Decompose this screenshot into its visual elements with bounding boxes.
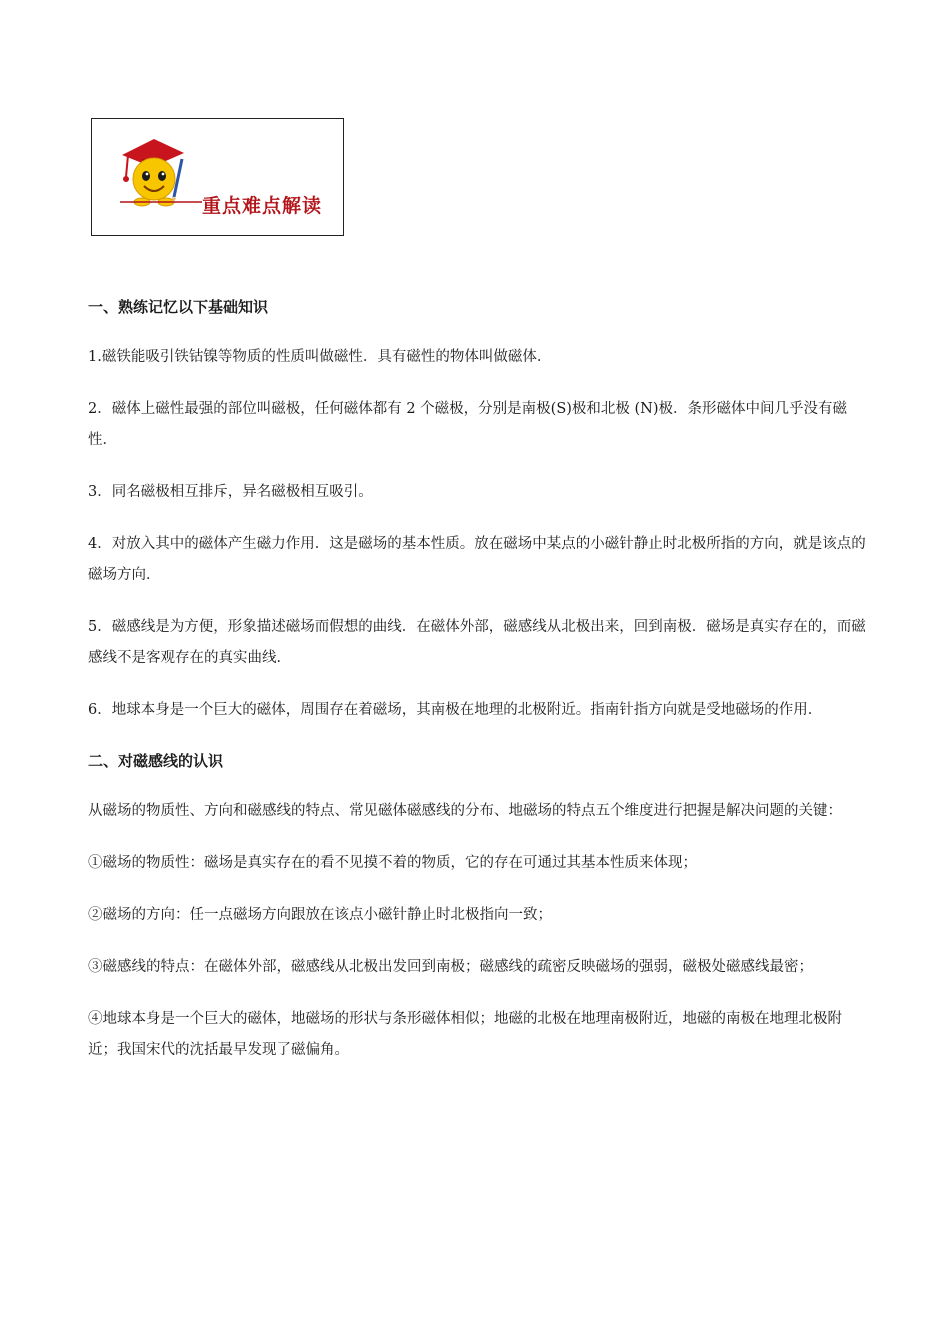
- paragraph: 5．磁感线是为方便，形象描述磁场而假想的曲线．在磁体外部，磁感线从北极出来，回到南极．磁场是真实存在的，而磁感线不是客观存在的真实曲线．: [88, 619, 866, 666]
- paragraph: ①磁场的物质性：磁场是真实存在的看不见摸不着的物质，它的存在可通过其基本性质来体现；: [88, 855, 697, 871]
- banner-title: 重点难点解读: [202, 195, 323, 217]
- paragraph: 2．磁体上磁性最强的部位叫磁极，任何磁体都有 2 个磁极，分别是南极(S)极和北极 (N)极．条形磁体中间几乎没有磁性．: [88, 401, 848, 448]
- paragraph: ③磁感线的特点：在磁体外部，磁感线从北极出发回到南极；磁感线的疏密反映磁场的强弱，磁极处磁感线最密；: [88, 959, 813, 975]
- document-body: [88, 293, 868, 1066]
- banner-artwork: [92, 119, 345, 237]
- paragraph: ④地球本身是一个巨大的磁体，地磁场的形状与条形磁体相似；地磁的北极在地理南极附近，地磁的南极在地理北极附近；我国宋代的沈括最早发现了磁偏角。: [88, 1011, 842, 1058]
- section-heading: 一、熟练记忆以下基础知识: [88, 298, 269, 316]
- smiley-face-icon: [133, 158, 175, 206]
- section-heading: 二、对磁感线的认识: [88, 752, 224, 770]
- paragraph: ②磁场的方向：任一点磁场方向跟放在该点小磁针静止时北极指向一致；: [88, 907, 552, 923]
- paragraph: 4．对放入其中的磁体产生磁力作用．这是磁场的基本性质。放在磁场中某点的小磁针静止时北极所指的方向，就是该点的磁场方向．: [88, 536, 866, 583]
- key-points-banner: [91, 118, 344, 236]
- paragraph: 从磁场的物质性、方向和磁感线的特点、常见磁体磁感线的分布、地磁场的特点五个维度进行把握是解决问题的关键：: [88, 803, 842, 819]
- paragraph: 6．地球本身是一个巨大的磁体，周围存在着磁场，其南极在地理的北极附近。指南针指方向就是受地磁场的作用．: [88, 702, 823, 718]
- paragraph: 3．同名磁极相互排斥，异名磁极相互吸引。: [88, 484, 373, 500]
- paragraph: 1.磁铁能吸引铁钴镍等物质的性质叫做磁性．具有磁性的物体叫做磁体．: [88, 349, 552, 365]
